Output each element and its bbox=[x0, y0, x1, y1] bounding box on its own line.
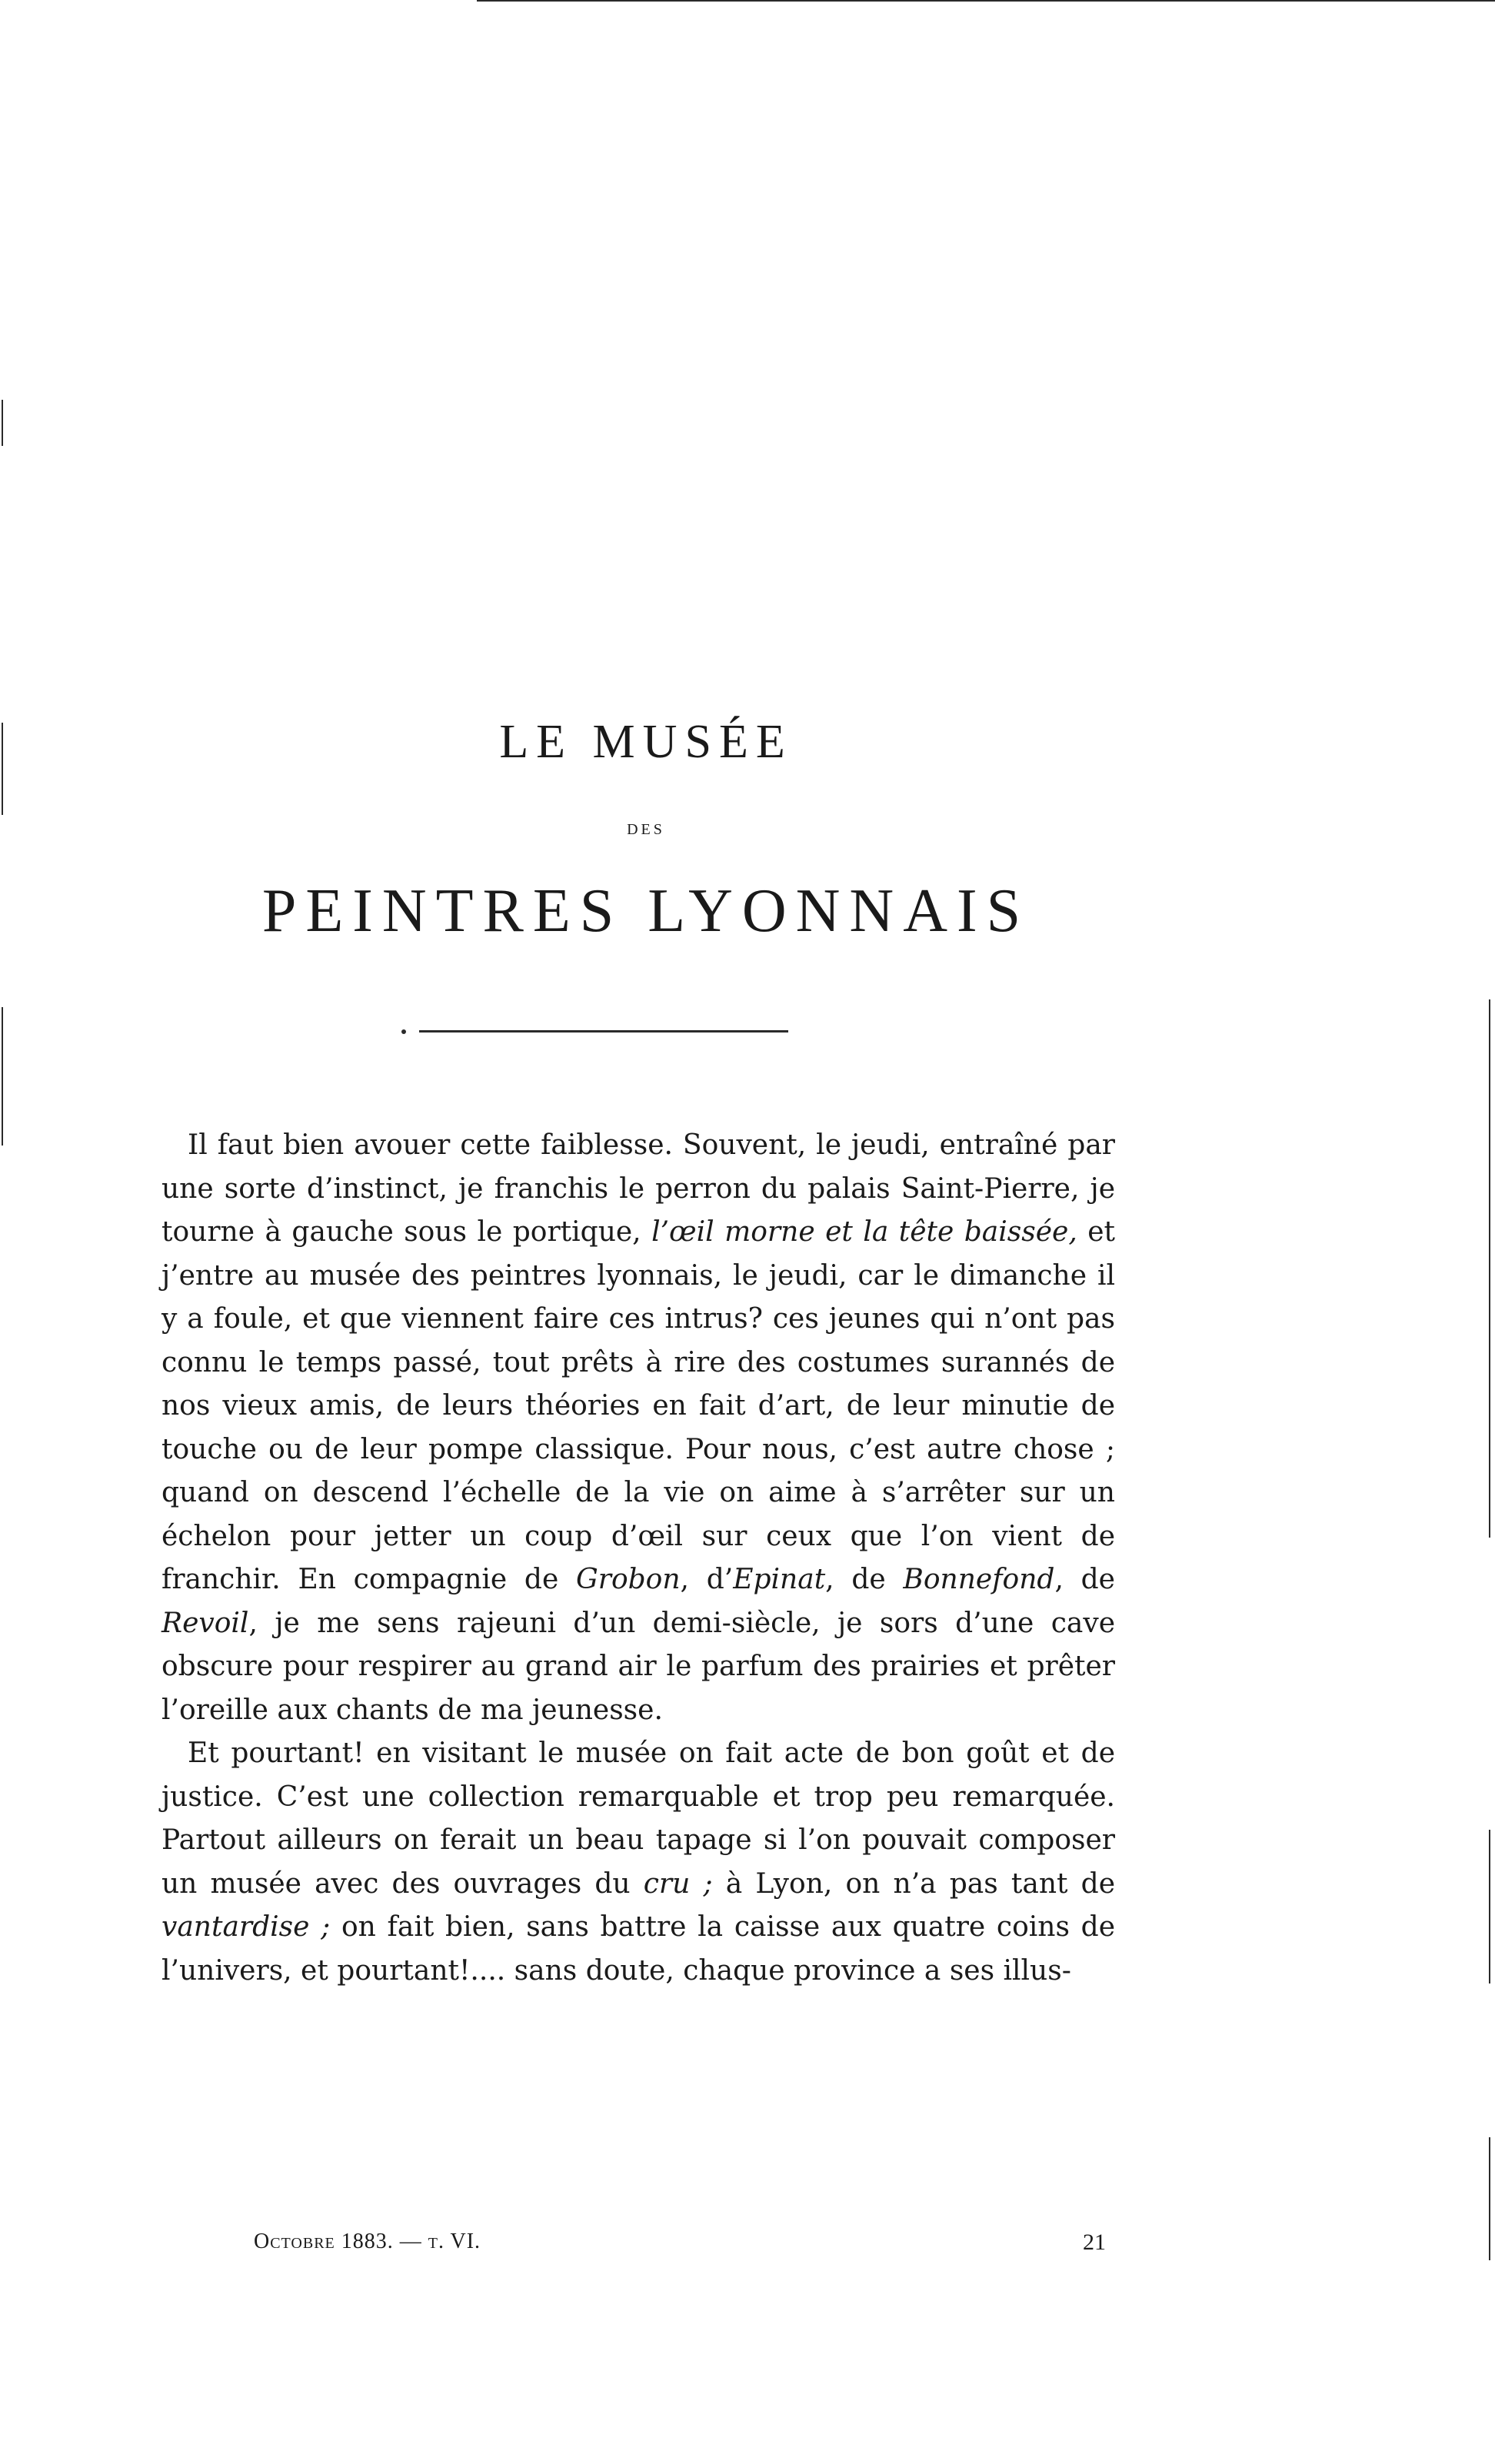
scan-edge-left bbox=[2, 400, 3, 446]
italic-segment: Grobon bbox=[576, 1564, 681, 1595]
title-rule-dot bbox=[401, 1029, 406, 1034]
title-rule bbox=[419, 1030, 788, 1032]
italic-segment: cru ; bbox=[643, 1867, 713, 1900]
footer-date-volume: Octobre 1883. — t. VI. bbox=[254, 2230, 481, 2253]
signature-mark: 21 bbox=[1083, 2230, 1106, 2255]
text-segment: , de bbox=[825, 1564, 904, 1595]
title-line-2: DES bbox=[627, 821, 665, 838]
paragraph bbox=[161, 1124, 1115, 1732]
text-segment: et j’entre au musée des peintres lyonnais, le jeudi, car le dimanche il y a foule, et que viennent faire ces intrus? ces jeunes qui n’ont pas connu le temps passé, tout prêts à rire des costumes surannés de nos vieux amis, de leurs théories en fait d’art, de leur minutie de touche ou de leur pompe classique. Pour nous, c’est autre chose ; quand on descend l’échelle de la vie on aime à s’arrêter sur un échelon pour jetter un coup d’œil sur ceux que l’on vient de franchir. En compagnie de bbox=[161, 1216, 1115, 1595]
title-line-1: LE MUSÉE bbox=[499, 716, 793, 768]
italic-segment: l’œil morne et la tête baissée, bbox=[651, 1216, 1077, 1248]
italic-segment: Epinat bbox=[733, 1564, 826, 1595]
scan-edge-right bbox=[1489, 999, 1490, 1538]
scan-edge-top bbox=[477, 0, 1495, 2]
paragraph bbox=[161, 1732, 1115, 1993]
text-segment: , d’ bbox=[680, 1564, 734, 1595]
scan-edge-left bbox=[2, 1007, 3, 1146]
text-segment: on fait bien, sans battre la caisse aux quatre coins de l’univers, et pourtant!.... sans doute, chaque province a ses illus- bbox=[161, 1911, 1115, 1987]
text-segment: Il faut bien avouer cette faiblesse. Souvent, le jeudi, entraîné par une sorte d’instinct, je franchis le perron du palais Saint-Pierre, je tourne à gauche sous le portique, bbox=[161, 1129, 1115, 1248]
title-line-3: PEINTRES LYONNAIS bbox=[261, 877, 1031, 945]
body-text bbox=[161, 1124, 1115, 1993]
scan-edge-right bbox=[1489, 1830, 1490, 1984]
text-segment: , de bbox=[1054, 1564, 1115, 1595]
text-segment: à Lyon, on n’a pas tant de bbox=[712, 1867, 1115, 1900]
text-segment: Et pourtant! en visitant le musée on fait acte de bon goût et de justice. C’est une collection remarquable et trop peu remarquée. Partout ailleurs on ferait un beau tapage si l’on pouvait composer un musée avec des ouvrages du bbox=[161, 1737, 1115, 1900]
running-footer bbox=[254, 2230, 481, 2254]
italic-segment: Bonnefond bbox=[903, 1564, 1055, 1595]
italic-segment: Revoil bbox=[161, 1607, 249, 1639]
text-segment: , je me sens rajeuni d’un demi-siècle, je sors d’une cave obscure pour respirer au grand air le parfum des prairies et prêter l’oreille aux chants de ma jeunesse. bbox=[161, 1607, 1115, 1726]
scan-edge-right bbox=[1489, 2137, 1490, 2260]
italic-segment: vantardise ; bbox=[161, 1911, 331, 1943]
